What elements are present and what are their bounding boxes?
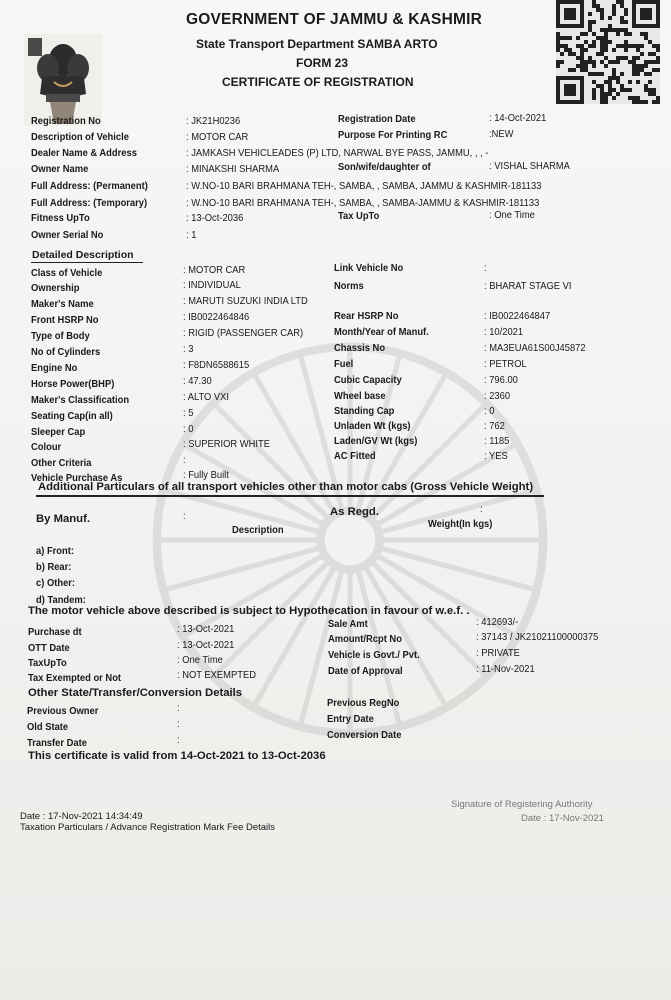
transfer-label: Conversion Date — [327, 730, 402, 741]
registration-label: Owner Name — [31, 164, 89, 175]
detail-label: No of Cylinders — [31, 347, 101, 358]
detail-value: : F8DN6588615 — [183, 360, 250, 371]
detail-value: : MARUTI SUZUKI INDIA LTD — [183, 296, 308, 307]
form-title: FORM 23 — [296, 56, 349, 70]
by-manuf-value: : — [183, 511, 186, 522]
transfer-title: Other State/Transfer/Conversion Details — [28, 687, 243, 699]
purchase-label: Purchase dt — [28, 627, 82, 638]
detail-label: Class of Vehicle — [31, 268, 103, 279]
registration-value: :NEW — [489, 129, 514, 140]
purchase-value: : 37143 / JK21021100000375 — [476, 632, 599, 643]
purchase-label: Sale Amt — [328, 619, 368, 630]
detail-label: Month/Year of Manuf. — [334, 327, 429, 338]
detail-label: Chassis No — [334, 343, 386, 354]
detailed-description-title: Detailed Description — [32, 249, 134, 261]
purchase-value: : 412693/- — [476, 617, 519, 628]
department-title: State Transport Department SAMBA ARTO — [196, 37, 438, 51]
taxation-particulars: Taxation Particulars / Advance Registration Mark Fee Details — [20, 822, 276, 833]
purchase-label: Tax Exempted or Not — [28, 673, 122, 684]
transfer-label: Previous RegNo — [327, 698, 400, 709]
divider — [36, 495, 544, 497]
transfer-value: : — [177, 719, 180, 730]
purchase-label: OTT Date — [28, 643, 70, 654]
registration-value: : VISHAL SHARMA — [489, 161, 570, 172]
detail-label: Maker's Classification — [31, 395, 130, 406]
detail-label: Ownership — [31, 283, 80, 294]
detail-value: : 3 — [183, 344, 194, 355]
detail-value: : MA3EUA61S00J45872 — [484, 343, 586, 354]
axle-label: c) Other: — [36, 578, 76, 589]
detail-value: : ALTO VXI — [183, 392, 230, 403]
detail-value: : — [183, 455, 186, 466]
purchase-value: : 13-Oct-2021 — [177, 640, 235, 651]
detail-label: Front HSRP No — [31, 315, 99, 326]
registration-value: : MOTOR CAR — [186, 132, 249, 143]
as-regd-value: : — [480, 504, 483, 515]
detail-label: Wheel base — [334, 391, 386, 402]
detail-value: : — [484, 263, 487, 274]
transfer-label: Previous Owner — [27, 706, 99, 717]
registration-value: : JAMKASH VEHICLEADES (P) LTD, NARWAL BYE PASS, JAMMU, , , - — [186, 148, 489, 159]
purchase-value: : PRIVATE — [476, 648, 520, 659]
description-header: Description — [232, 525, 284, 536]
detail-label: Other Criteria — [31, 458, 92, 469]
registration-label: Full Address: (Permanent) — [31, 181, 148, 192]
additional-particulars-title: Additional Particulars of all transport vehicles other than motor cabs (Gross Vehicle Weight) — [38, 481, 534, 493]
certificate-title: CERTIFICATE OF REGISTRATION — [222, 75, 414, 89]
detail-label: Maker's Name — [31, 299, 94, 310]
registration-label: Dealer Name & Address — [31, 148, 137, 159]
registration-value: : JK21H0236 — [186, 116, 241, 127]
purchase-value: : NOT EXEMPTED — [177, 670, 256, 681]
registration-label: Registration No — [31, 116, 101, 127]
purchase-label: Amount/Rcpt No — [328, 634, 402, 645]
detail-label: Norms — [334, 281, 364, 292]
detail-label: Sleeper Cap — [31, 427, 86, 438]
purchase-label: Date of Approval — [328, 666, 403, 677]
detail-label: Rear HSRP No — [334, 311, 399, 322]
detail-label: Engine No — [31, 363, 78, 374]
detail-value: : 1185 — [484, 436, 510, 447]
detail-value: : 47.30 — [183, 376, 212, 387]
by-manuf-label: By Manuf. — [36, 513, 90, 525]
detail-value: : 0 — [183, 424, 194, 435]
detail-label: Link Vehicle No — [334, 263, 404, 274]
detail-value: : 10/2021 — [484, 327, 524, 338]
registration-label: Full Address: (Temporary) — [31, 198, 148, 209]
detail-label: Seating Cap(in all) — [31, 411, 113, 422]
registration-value: : 1 — [186, 230, 197, 241]
detail-value: : SUPERIOR WHITE — [183, 439, 270, 450]
axle-label: b) Rear: — [36, 562, 72, 573]
detail-value: : YES — [484, 451, 508, 462]
detail-value: : IB0022464847 — [484, 311, 551, 322]
detail-value: : 5 — [183, 408, 194, 419]
qr-code — [556, 0, 660, 104]
axle-label: d) Tandem: — [36, 595, 86, 606]
registration-label: Tax UpTo — [338, 211, 380, 222]
detail-value: : IB0022464846 — [183, 312, 250, 323]
signature-label: Signature of Registering Authority — [451, 799, 593, 810]
transfer-label: Entry Date — [327, 714, 374, 725]
registration-value: : W.NO-10 BARI BRAHMANA TEH-, SAMBA, , SAMBA, JAMMU & KASHMIR-181133 — [186, 181, 542, 192]
validity-text: This certificate is valid from 14-Oct-2021 to 13-Oct-2036 — [28, 750, 326, 762]
detail-value: : 762 — [484, 421, 505, 432]
registration-label: Fitness UpTo — [31, 213, 90, 224]
axle-label: a) Front: — [36, 546, 75, 557]
detail-label: Vehicle Purchase As — [31, 473, 123, 484]
detail-label: Laden/GV Wt (kgs) — [334, 436, 418, 447]
detail-value: : MOTOR CAR — [183, 265, 246, 276]
detail-value: : INDIVIDUAL — [183, 280, 241, 291]
detail-value: : 796.00 — [484, 375, 518, 386]
registration-label: Purpose For Printing RC — [338, 130, 448, 141]
registration-label: Son/wife/daughter of — [338, 162, 431, 173]
signature-date: Date : 17-Nov-2021 — [521, 813, 604, 824]
divider — [31, 262, 143, 263]
registration-value: : 14-Oct-2021 — [489, 113, 547, 124]
registration-label: Description of Vehicle — [31, 132, 129, 143]
purchase-label: TaxUpTo — [28, 658, 67, 669]
detail-value: : RIGID (PASSENGER CAR) — [183, 328, 304, 339]
purchase-label: Vehicle is Govt./ Pvt. — [328, 650, 420, 661]
detail-value: : 2360 — [484, 391, 511, 402]
print-date: Date : 17-Nov-2021 14:34:49 — [20, 811, 143, 822]
purchase-value: : 13-Oct-2021 — [177, 624, 235, 635]
hypothecation-text: The motor vehicle above described is subject to Hypothecation in favour of w.e.f. . — [28, 605, 470, 617]
detail-label: Type of Body — [31, 331, 90, 342]
government-title: GOVERNMENT OF JAMMU & KASHMIR — [186, 11, 482, 28]
transfer-value: : — [177, 703, 180, 714]
transfer-label: Old State — [27, 722, 69, 733]
registration-value: : W.NO-10 BARI BRAHMANA TEH-, SAMBA, , SAMBA-JAMMU & KASHMIR-181133 — [186, 198, 540, 209]
detail-label: Cubic Capacity — [334, 375, 402, 386]
detail-value: : 0 — [484, 406, 495, 417]
detail-label: Standing Cap — [334, 406, 395, 417]
registration-value: : MINAKSHI SHARMA — [186, 164, 280, 175]
weight-header: Weight(In kgs) — [428, 519, 493, 530]
detail-label: Fuel — [334, 359, 354, 370]
transfer-value: : — [177, 735, 180, 746]
detail-value: : BHARAT STAGE VI — [484, 281, 572, 292]
detail-label: Colour — [31, 442, 62, 453]
purchase-value: : 11-Nov-2021 — [476, 664, 535, 675]
transfer-label: Transfer Date — [27, 738, 87, 749]
detail-label: AC Fitted — [334, 451, 376, 462]
registration-label: Owner Serial No — [31, 230, 104, 241]
purchase-value: : One Time — [177, 655, 223, 666]
registration-value: : 13-Oct-2036 — [186, 213, 244, 224]
detail-label: Unladen Wt (kgs) — [334, 421, 411, 432]
detail-label: Horse Power(BHP) — [31, 379, 115, 390]
registration-label: Registration Date — [338, 114, 416, 125]
as-regd-label: As Regd. — [330, 506, 379, 518]
registration-value: : One Time — [489, 210, 535, 221]
detail-value: : Fully Built — [183, 470, 229, 481]
national-emblem-icon — [24, 34, 102, 126]
detail-value: : PETROL — [484, 359, 527, 370]
